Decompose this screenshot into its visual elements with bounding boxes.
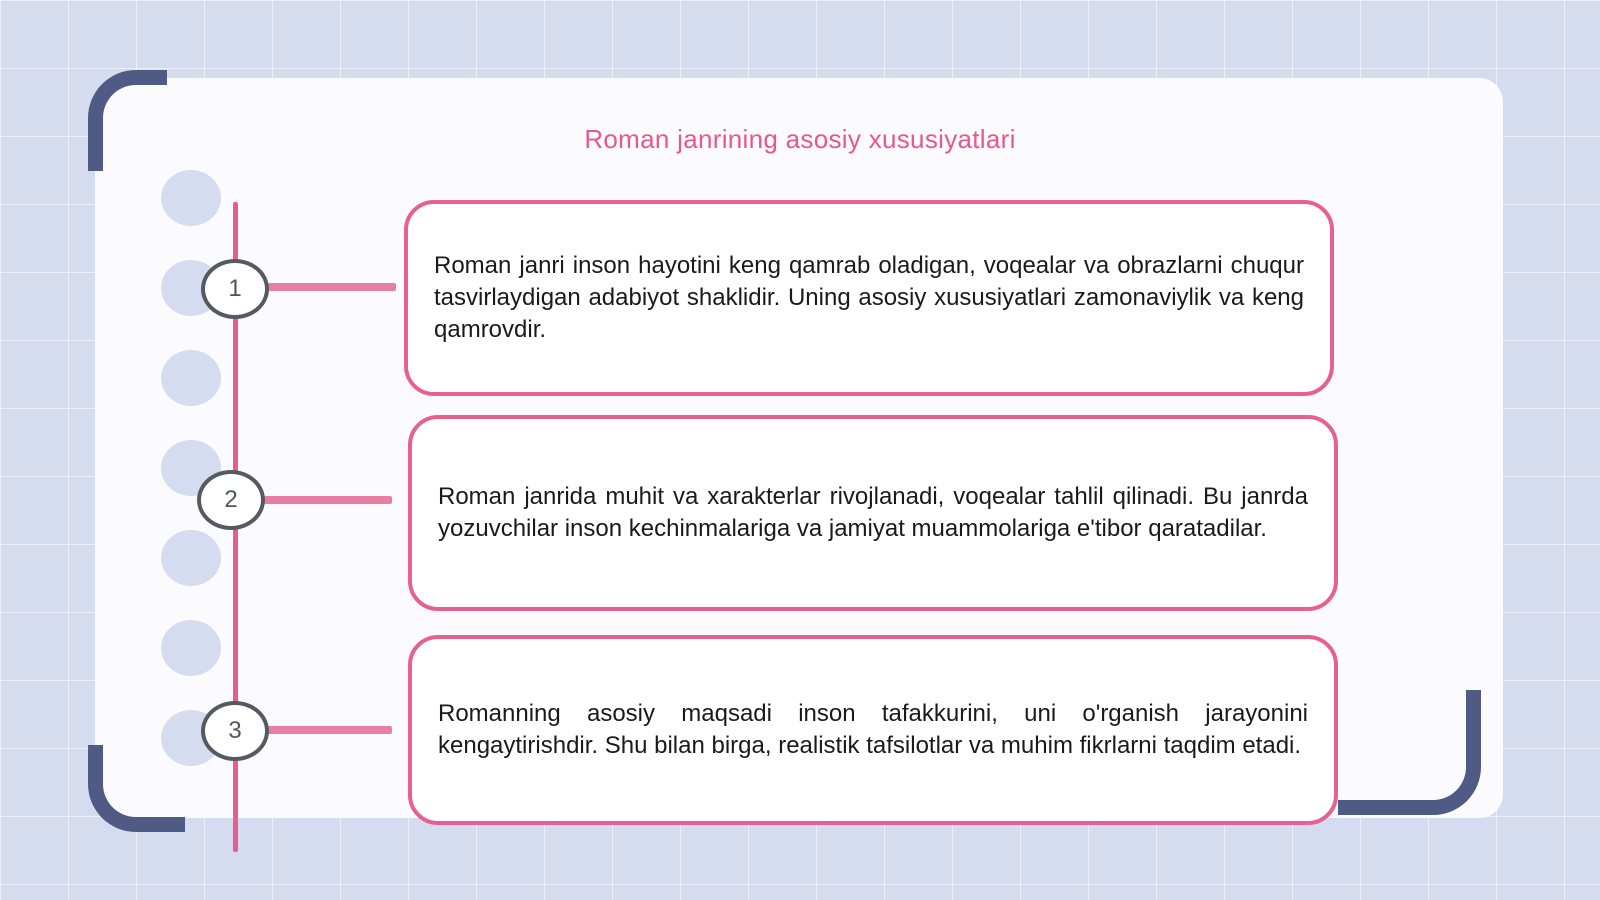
step-marker-3: 3 xyxy=(201,701,269,761)
corner-bracket-top-left xyxy=(88,70,167,171)
item-text-3: Romanning asosiy maqsadi inson tafakkurini, uni o'rganish jarayonini kengaytirishdir. Shu bilan birga, realistik tafsilotlar va muhim fikrlarni taqdim etadi. xyxy=(438,700,1308,759)
notebook-hole xyxy=(161,620,221,676)
item-card-3 xyxy=(408,635,1338,825)
slide-title: Roman janrining asosiy xususiyatlari xyxy=(584,124,1016,154)
item-text-2: Roman janrida muhit va xarakterlar rivojlanadi, voqealar tahlil qilinadi. Bu janrda yozuvchilar inson kechinmalariga va jamiyat muammolariga e'tibor qaratadilar. xyxy=(438,483,1308,542)
notebook-hole xyxy=(161,170,221,226)
step-marker-2: 2 xyxy=(197,470,265,530)
item-card-2 xyxy=(408,415,1338,611)
item-text-1: Roman janri inson hayotini keng qamrab oladigan, voqealar va obrazlarni chuqur tasvirlaydigan adabiyot shaklidir. Uning asosiy xususiyatlari zamonaviylik va keng qamrovdir. xyxy=(434,252,1304,343)
timeline-connector-1 xyxy=(268,283,396,291)
step-marker-1: 1 xyxy=(201,259,269,319)
corner-bracket-bottom-left xyxy=(88,745,185,832)
timeline-connector-2 xyxy=(264,496,392,504)
item-card-1 xyxy=(404,200,1334,396)
corner-bracket-bottom-right xyxy=(1338,690,1481,815)
notebook-hole xyxy=(161,350,221,406)
timeline-connector-3 xyxy=(268,726,392,734)
notebook-hole xyxy=(161,530,221,586)
